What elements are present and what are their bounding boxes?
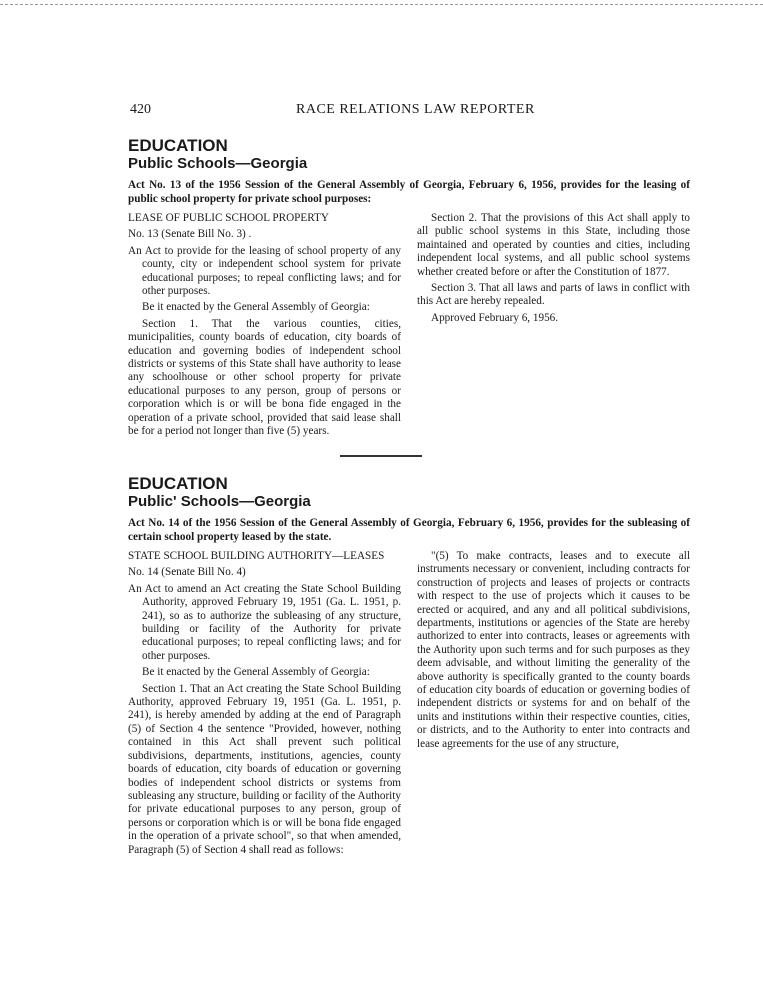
running-title: RACE RELATIONS LAW REPORTER: [296, 102, 535, 117]
scan-edge: [0, 4, 763, 5]
enacting-clause: Be it enacted by the General Assembly of Georgia:: [142, 666, 370, 679]
category-heading: EDUCATION: [128, 136, 228, 155]
section-1-text: Section 1. That the various counties, cities, municipalities, county boards of education, city boards of education and governing bodies of independent school districts or systems of this State shall have authority to lease any schoolhouse or other school property for private educational purposes to any person, group of persons or corporation which is or will be bona fide engaged in the operation of a private school, provided that said lease shall be for a period not longer than five (5) years.: [128, 317, 401, 438]
preamble: An Act to provide for the leasing of school property of any county, city or independent school system for private educational purposes; to repeal conflicting laws; and for other purposes.: [128, 244, 401, 298]
preamble: An Act to amend an Act creating the State School Building Authority, approved February 19, 1951 (Ga. L. 1951, p. 241), so as to authorize the subleasing of any structure, building or facility of the Authority for private educational purposes; to repeal conflicting laws; and for other purposes.: [128, 582, 401, 662]
section-2-text: Section 2. That the provisions of this Act shall apply to all public school systems in this State, including those maintained and operated by counties and cities, including independent local systems, and all public school systems whether created before or after the Constitution of 1877.: [417, 212, 690, 278]
bill-number: No. 13 (Senate Bill No. 3) .: [128, 228, 252, 241]
column-left: [128, 212, 401, 442]
amended-paragraph-quote: "(5) To make contracts, leases and to execute all instruments necessary or convenient, including contracts for construction of projects and leases of projects or contracts with respect to the use of projects which it causes to be erected or acquired, and any and all political subdivisions, departments, institutions or agencies of the State are hereby authorized to enter into contracts, leases or agreements with the Authority upon such terms and for such purposes as they deem advisable, and without limiting the generality of the above authority is specifically granted to the county boards of education city boards of education or governing bodies of independent districts or systems for and on behalf of the units and institutions within their respective counties, cities, or districts, and to the Authority to enter into contracts and lease agreements for the use of any structure,: [417, 550, 690, 750]
article-act-14: [128, 474, 690, 860]
section-1-text: Section 1. That an Act creating the State School Building Authority, approved February 19, 1951 (Ga. L. 1951, p. 241), is hereby amended by adding at the end of Paragraph (5) of Section 4 the sentence "Provided, however, nothing contained in this Act shall prevent such political subdivisions, departments, institutions, agencies, county boards of education, city boards of education or governing bodies of independent school districts or systems from subleasing any structure, building or facility of the Authority for private educational purposes to any person, group of persons or corporation which is or will be bona fide engaged in the operation of a private school", so that when amended, Paragraph (5) of Section 4 shall read as follows:: [128, 682, 401, 856]
act-title: LEASE OF PUBLIC SCHOOL PROPERTY: [128, 212, 329, 224]
enacting-clause: Be it enacted by the General Assembly of Georgia:: [142, 301, 370, 314]
two-column-body: [128, 212, 690, 442]
column-right: [417, 212, 690, 442]
subcategory-heading: Public Schools—Georgia: [128, 155, 308, 172]
act-title: STATE SCHOOL BUILDING AUTHORITY—LEASES: [128, 550, 385, 562]
subcategory-heading: Public' Schools—Georgia: [128, 493, 311, 510]
category-heading: EDUCATION: [128, 474, 228, 493]
column-left: [128, 550, 401, 860]
two-column-body: [128, 550, 690, 860]
section-3-text: Section 3. That all laws and parts of laws in conflict with this Act are hereby repealed.: [417, 282, 690, 308]
approval-date: Approved February 6, 1956.: [431, 311, 559, 324]
bill-number: No. 14 (Senate Bill No. 4): [128, 566, 246, 579]
act-caption: Act No. 14 of the 1956 Session of the General Assembly of Georgia, February 6, 1956, provides for the subleasing of certain school property leased by the state.: [128, 517, 690, 543]
section-divider: [340, 455, 422, 457]
page-number: 420: [130, 102, 151, 117]
column-right: [417, 550, 690, 860]
article-act-13: [128, 136, 690, 442]
act-caption: Act No. 13 of the 1956 Session of the General Assembly of Georgia, February 6, 1956, provides for the leasing of public school property for private school purposes:: [128, 179, 690, 205]
